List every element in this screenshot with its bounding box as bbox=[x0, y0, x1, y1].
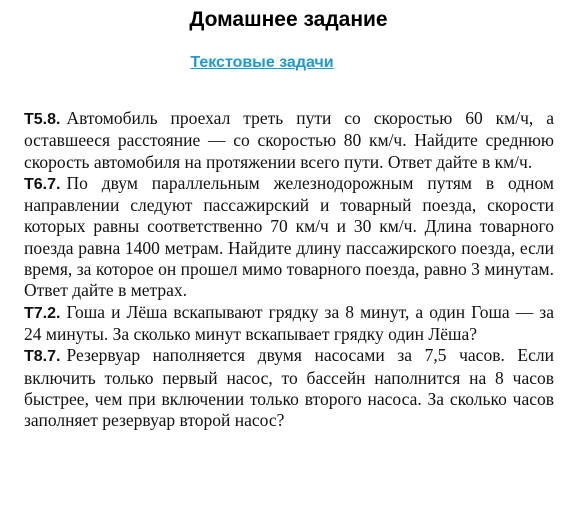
problem-t6-7 bbox=[24, 173, 554, 302]
problem-id: Т8.7. bbox=[24, 348, 61, 366]
problem-text: Резервуар наполняется двумя насосами за 7,5 часов. Если включить только первый насос, то бассейн наполнится на 8 часов быстрее, чем при включении только второго насоса. За сколько часов заполняет резервуар второй насос? bbox=[24, 345, 554, 431]
problem-t8-7 bbox=[24, 345, 554, 431]
problem-text: По двум параллельным железнодорожным путям в одном направлении следуют пассажирский и товарный поезда, скорости которых равны соответственно 70 км/ч и 30 км/ч. Длина товарного поезда равна 1400 метрам. Найдите длину пассажирского поезда, если время, за которое он прошел мимо товарного поезда, равно 3 минутам. Ответ дайте в метрах. bbox=[24, 172, 554, 301]
problem-id: Т6.7. bbox=[24, 175, 61, 193]
problem-list bbox=[24, 108, 554, 431]
problem-id: Т5.8. bbox=[24, 111, 61, 128]
problem-id: Т7.2. bbox=[24, 304, 61, 322]
problem-text: Автомобиль проехал треть пути со скоростью 60 км/ч, а оставшееся расстояние — со скоростью 80 км/ч. Найдите среднюю скорость автомобиля на протяжении всего пути. Ответ дайте в км/ч. bbox=[24, 108, 554, 172]
topic-link[interactable]: Текстовые задачи bbox=[190, 54, 334, 71]
page-title: Домашнее задание bbox=[189, 8, 388, 31]
problem-t5-8 bbox=[24, 108, 554, 173]
problem-text: Гоша и Лёша вскапывают грядку за 8 минут, а один Гоша — за 24 минуты. За сколько минут вскапывает грядку один Лёша? bbox=[24, 301, 554, 344]
problem-t7-2 bbox=[24, 302, 554, 346]
